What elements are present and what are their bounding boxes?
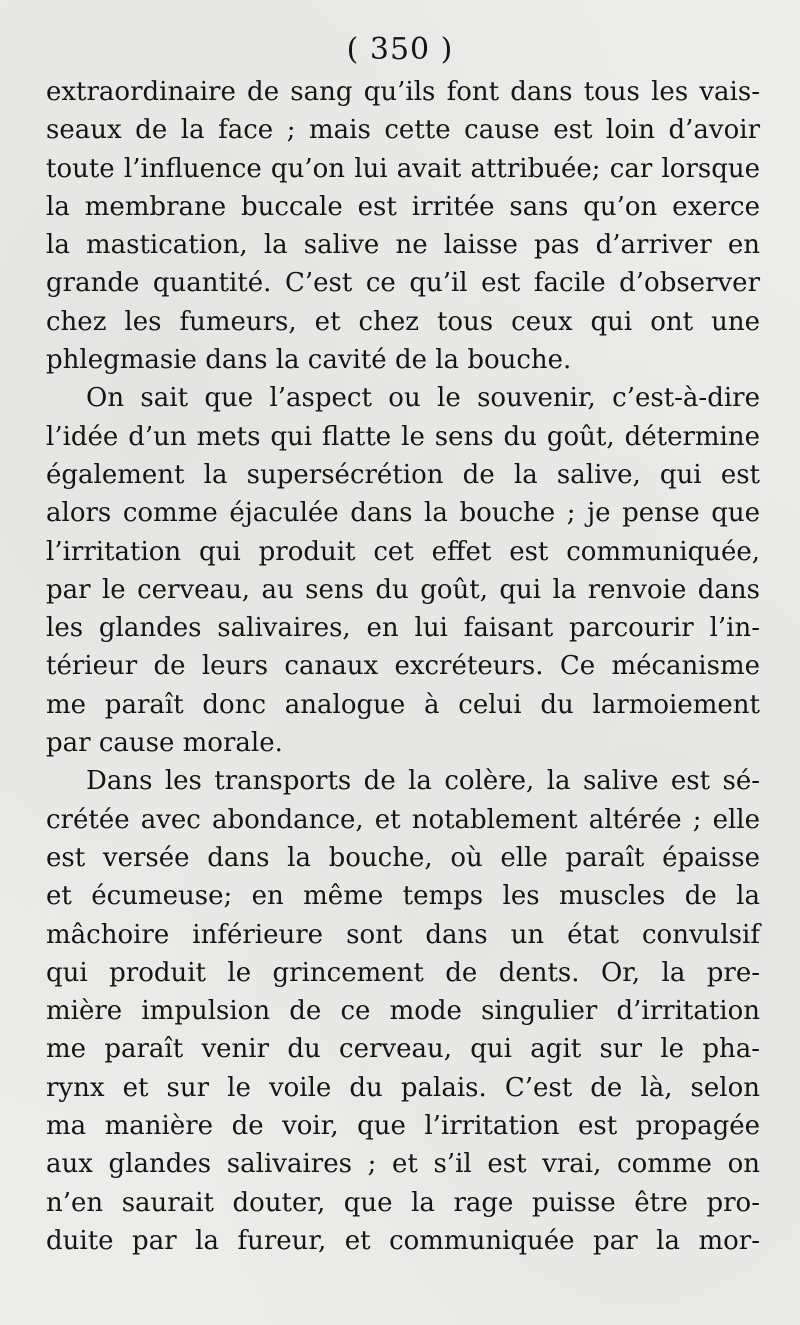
text-line: est versée dans la bouche, où elle paraît épaisse [46, 842, 760, 873]
text-line: crétée avec abondance, et notablement altérée ; elle [46, 804, 760, 835]
text-line: la mastication, la salive ne laisse pas d’arriver en [46, 230, 760, 261]
text-line: alors comme éjaculée dans la bouche ; je pense que [46, 498, 760, 529]
text-line: qui produit le grincement de dents. Or, la pre- [46, 957, 760, 988]
text-line: grande quantité. C’est ce qu’il est facile d’observer [46, 268, 760, 299]
text-line: ma manière de voir, que l’irritation est propagée [46, 1111, 760, 1142]
text-line: par cause morale. [46, 728, 283, 759]
text-line: les glandes salivaires, en lui faisant parcourir l’in- [46, 613, 760, 644]
text-line: également la supersécrétion de la salive, qui est [46, 459, 760, 490]
page-number: ( 350 ) [346, 32, 454, 67]
text-line: térieur de leurs canaux excréteurs. Ce mécanisme [46, 651, 760, 682]
text-line: seaux de la face ; mais cette cause est loin d’avoir [46, 115, 760, 146]
text-line: aux glandes salivaires ; et s’il est vrai, comme on [46, 1149, 760, 1180]
text-line: duite par la fureur, et communiquée par la mor- [46, 1225, 760, 1256]
text-line: extraordinaire de sang qu’ils font dans tous les vais- [46, 77, 760, 107]
text-line: la membrane buccale est irritée sans qu’on exerce [46, 191, 760, 222]
text-line: l’irritation qui produit cet effet est communiquée, [46, 536, 760, 567]
text-line: phlegmasie dans la cavité de la bouche. [46, 345, 572, 376]
text-line: l’idée d’un mets qui flatte le sens du goût, détermine [46, 421, 760, 452]
text-line: mâchoire inférieure sont dans un état convulsif [46, 919, 760, 950]
text-line: chez les fumeurs, et chez tous ceux qui ont une [46, 306, 760, 337]
text-line: et écumeuse; en même temps les muscles de la [46, 881, 760, 912]
text-line: Dans les transports de la colère, la salive est sé- [86, 766, 760, 797]
text-line: me paraît venir du cerveau, qui agit sur le pha- [46, 1034, 760, 1065]
text-line: me paraît donc analogue à celui du larmoiement [46, 689, 760, 720]
text-line: toute l’influence qu’on lui avait attribuée; car lorsque [46, 153, 760, 184]
body-text [46, 73, 760, 1260]
text-line: mière impulsion de ce mode singulier d’irritation [46, 996, 760, 1027]
text-line: par le cerveau, au sens du goût, qui la renvoie dans [46, 574, 760, 605]
text-line: rynx et sur le voile du palais. C’est de là, selon [46, 1072, 760, 1103]
text-line: n’en saurait douter, que la rage puisse être pro- [46, 1187, 760, 1218]
text-line: On sait que l’aspect ou le souvenir, c’est-à-dire [86, 383, 760, 414]
